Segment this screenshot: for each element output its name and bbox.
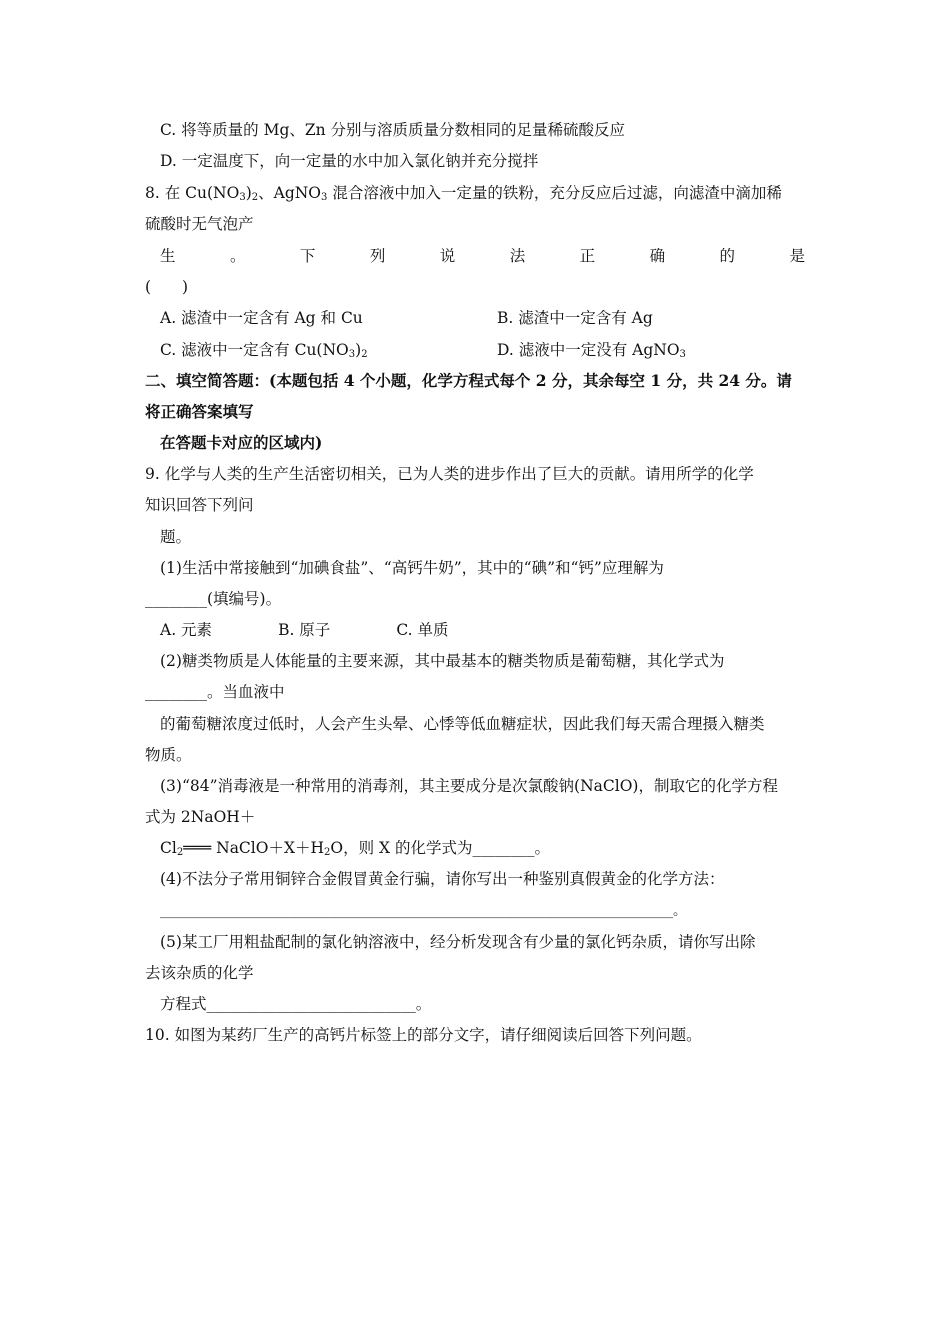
q8-option-b: B. 滤渣中一定含有 Ag: [497, 309, 653, 327]
q8-option-c: C. 滤液中一定含有 $Cu(NO_3)_2$: [160, 341, 368, 360]
q8-stem-line2: 硫酸时无气泡产: [145, 215, 254, 233]
q9-part1-options: [160, 619, 805, 641]
q7-option-d: D. 一定温度下，向一定量的水中加入氯化钠并充分搅拌: [160, 152, 539, 170]
q9-part4-line1: (4)不法分子常用铜锌合金假冒黄金行骗，请你写出一种鉴别真假黄金的化学方法：: [160, 870, 725, 888]
q8-char: 确: [649, 247, 666, 265]
q9-stem-line2: 知识回答下列问: [145, 496, 254, 514]
q9-part3-line1: (3)“84”消毒液是一种常用的消毒剂，其主要成分是次氯酸钠(NaClO)，制取它的化学方程: [160, 777, 778, 795]
q9-part1-option-a: A. 元素: [160, 621, 213, 639]
q9-part3-line3: $Cl_2═══$ $NaClO+X+H_2O$，则 X 的化学式为________。: [160, 839, 550, 858]
q10-stem: 10. 如图为某药厂生产的高钙片标签上的部分文字，请仔细阅读后回答下列问题。: [145, 1026, 702, 1044]
q9-part1-line1: (1)生活中常接触到“加碘食盐”、“高钙牛奶”，其中的“碘”和“钙”应理解为: [160, 559, 664, 577]
q9-part2-line3: 的葡萄糖浓度过低时，人会产生头晕、心悸等低血糖症状，因此我们每天需合理摄入糖类: [160, 715, 765, 733]
q8-stem-line3: [160, 245, 805, 267]
q9-part2-line2: ________。当血液中: [145, 683, 285, 701]
q9-part5-line1: (5)某工厂用粗盐配制的氯化钠溶液中，经分析发现含有少量的氯化钙杂质，请你写出除: [160, 933, 756, 951]
q9-part3-line2: 式为 2NaOH＋: [145, 808, 256, 826]
q8-char: 是: [789, 247, 805, 265]
q9-part1-option-b: B. 原子: [278, 621, 331, 639]
q8-char: 列: [369, 247, 386, 265]
q8-option-d: D. 滤液中一定没有 AgNO$_3$: [497, 341, 686, 360]
q9-stem-line1: 9. 化学与人类的生产生活密切相关，已为人类的进步作出了巨大的贡献。请用所学的化学: [145, 465, 754, 483]
q8-char: 的: [719, 247, 736, 265]
q9-part5-line3: 方程式___________________________。: [160, 995, 432, 1013]
q9-part1-line2: ________(填编号)。: [145, 590, 282, 608]
q9-part5-line2: 去该杂质的化学: [145, 964, 254, 982]
q8-stem-line1: 8. 在 $Cu(NO_3)_2$、AgNO$_3$ 混合溶液中加入一定量的铁粉，充分反应后过滤，向滤渣中滴加稀: [145, 184, 782, 203]
q8-char: 说: [439, 247, 456, 265]
q9-part1-option-c: C. 单质: [396, 621, 449, 639]
section2-heading-line2: 将正确答案填写: [145, 402, 254, 421]
q9-part2-line4: 物质。: [145, 746, 192, 764]
q8-answer-paren: ( ): [145, 278, 189, 296]
section2-heading-line1: 二、填空简答题：(本题包括 4 个小题，化学方程式每个 2 分，其余每空 1 分，共 24 分。请: [145, 371, 792, 390]
q9-part2-line1: (2)糖类物质是人体能量的主要来源，其中最基本的糖类物质是葡萄糖，其化学式为: [160, 652, 725, 670]
section2-heading-line3: 在答题卡对应的区域内): [160, 433, 323, 452]
q9-part4-answer-line: ____________________________________________________________________________。: [160, 903, 687, 919]
q8-char: 下: [299, 247, 316, 265]
q9-stem-line3: 题。: [160, 528, 192, 546]
q8-char: 法: [509, 247, 526, 265]
q7-option-c: C. 将等质量的 Mg、Zn 分别与溶质质量分数相同的足量稀硫酸反应: [160, 121, 626, 139]
q8-char: 。: [229, 247, 246, 265]
q8-option-a: A. 滤渣中一定含有 Ag 和 Cu: [160, 309, 363, 327]
q8-char: 正: [579, 247, 596, 265]
q8-char: 生: [160, 247, 176, 265]
